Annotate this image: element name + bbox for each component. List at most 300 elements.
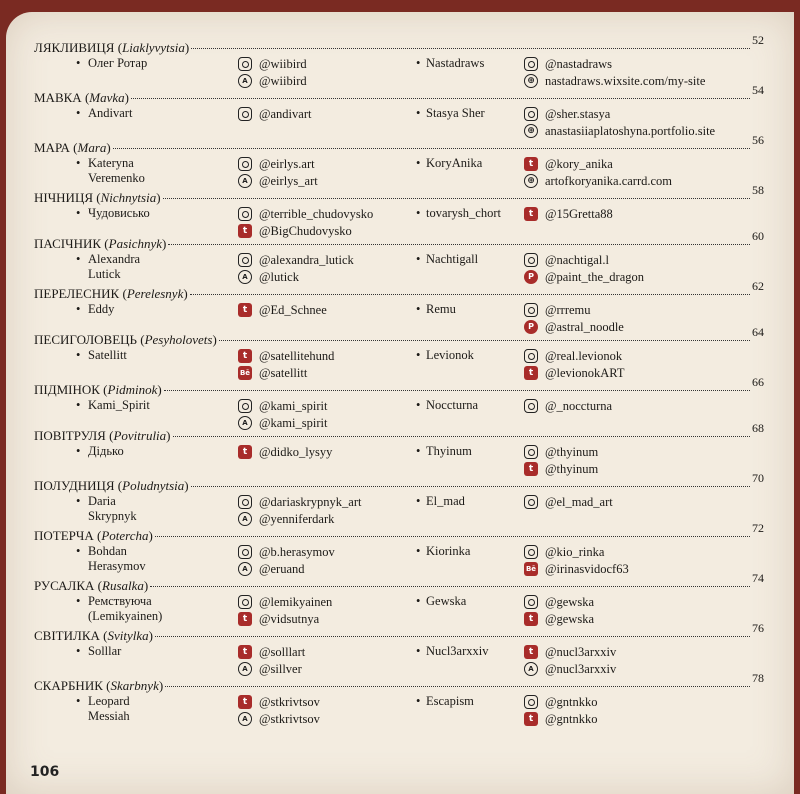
artist-name: Lutick [88, 267, 121, 281]
artist-name: • Remu [426, 302, 524, 317]
artist-name-column [414, 106, 524, 140]
social-handle[interactable]: @eirlys_art [259, 173, 318, 188]
artist-name: • Eddy [88, 302, 244, 317]
creature-latin: Potercha [101, 528, 149, 543]
twitter-icon: t [238, 695, 252, 709]
pinterest-icon: P [524, 270, 538, 284]
social-link[interactable] [238, 252, 414, 268]
social-handle[interactable]: @levionokART [545, 365, 625, 380]
entry-page: 54 [752, 83, 764, 97]
artist-name: Veremenko [88, 171, 145, 185]
creature-title: ПАСІЧНИК [34, 236, 102, 251]
social-link[interactable] [238, 644, 414, 660]
social-handle[interactable]: @paint_the_dragon [545, 269, 644, 284]
entry-page: 62 [752, 279, 764, 293]
social-handle[interactable]: @nucl3arxxiv [545, 661, 617, 676]
credit-entry [34, 375, 764, 430]
creature-title: ПОЛУДНИЦЯ [34, 478, 115, 493]
dot-leader [219, 340, 750, 341]
artist-links-column [524, 594, 764, 628]
artist-name-column [34, 594, 244, 628]
social-handle[interactable]: @kory_anika [545, 156, 613, 171]
social-handle[interactable]: @thyinum [545, 461, 599, 476]
creature-title: МАВКА [34, 90, 82, 105]
social-link[interactable] [524, 73, 764, 89]
artist-name-column [414, 644, 524, 678]
social-link[interactable] [524, 56, 764, 72]
creature-title: НІЧНИЦЯ [34, 190, 94, 205]
social-handle[interactable]: @_noccturna [545, 398, 613, 413]
entry-heading [34, 671, 764, 694]
artist-name: • Satellitt [88, 348, 244, 363]
credit-entry [34, 521, 764, 578]
creature-title: ЛЯКЛИВИЦЯ [34, 40, 115, 55]
artist-links-column [524, 644, 764, 678]
creature-latin: Svitylka [107, 628, 149, 643]
artist-links-column [238, 252, 414, 286]
artist-links-column [524, 56, 764, 90]
artist-name: (Lemikyainen) [88, 609, 163, 623]
instagram-icon [524, 445, 538, 459]
artstation-icon: A [238, 174, 252, 188]
artist-name: • Олег Ротар [88, 56, 244, 71]
instagram-icon [524, 695, 538, 709]
creature-title: ПІДМІНОК [34, 382, 100, 397]
artstation-icon: A [238, 662, 252, 676]
artist-name: • Nucl3arxxiv [426, 644, 524, 659]
entry-artists [34, 348, 764, 382]
social-link[interactable] [524, 444, 764, 460]
behance-icon: Bē [524, 562, 538, 576]
social-link[interactable] [524, 206, 764, 222]
artist-links-column [524, 444, 764, 478]
social-link[interactable] [524, 123, 764, 139]
social-handle[interactable]: @kio_rinka [545, 544, 605, 559]
social-link[interactable] [238, 206, 414, 222]
artist-name: • Gewska [426, 594, 524, 609]
creature-latin: Rusalka [102, 578, 144, 593]
paren-close: ) [158, 678, 164, 693]
creature-latin: Povitrulia [113, 428, 167, 443]
artist-name-column [414, 544, 524, 578]
entry-heading [34, 133, 764, 156]
paren-open: ( [93, 528, 102, 543]
social-handle[interactable]: @stkrivtsov [259, 711, 320, 726]
artist-links-column [524, 302, 764, 336]
social-handle[interactable]: @wiibird [259, 56, 307, 71]
social-link[interactable] [524, 106, 764, 122]
social-handle[interactable]: @kami_spirit [259, 415, 328, 430]
social-link[interactable] [524, 644, 764, 660]
artist-links-column [238, 444, 414, 478]
entry-page: 58 [752, 183, 764, 197]
artist-links-column [238, 206, 414, 240]
paren-close: ) [212, 332, 217, 347]
creature-latin: Skarbnyk [110, 678, 159, 693]
social-handle[interactable]: @dariaskrypnyk_art [259, 494, 362, 509]
entry-artists [34, 444, 764, 478]
paren-close: ) [183, 286, 188, 301]
artist-name-column [414, 444, 524, 478]
social-handle[interactable]: @lutick [259, 269, 299, 284]
creature-title: ПОВІТРУЛЯ [34, 428, 106, 443]
paren-open: ( [93, 190, 101, 205]
paren-close: ) [166, 428, 171, 443]
credit-entry [34, 471, 764, 528]
creature-title: СВІТИЛКА [34, 628, 100, 643]
instagram-icon [524, 303, 538, 317]
social-handle[interactable]: @el_mad_art [545, 494, 613, 509]
artist-name: • Solllar [88, 644, 244, 659]
social-link[interactable] [238, 694, 414, 710]
artstation-icon: A [238, 712, 252, 726]
creature-title: РУСАЛКА [34, 578, 95, 593]
credit-entry [34, 671, 764, 728]
social-link[interactable] [524, 611, 764, 627]
twitter-icon: t [524, 157, 538, 171]
social-link[interactable] [524, 252, 764, 268]
social-handle[interactable]: @eruand [259, 561, 305, 576]
twitter-icon: t [238, 224, 252, 238]
social-link[interactable] [524, 711, 764, 727]
artist-name-column [414, 398, 524, 432]
social-handle[interactable]: @nachtigal.l [545, 252, 609, 267]
credit-entry [34, 183, 764, 238]
creature-title: ПОТЕРЧА [34, 528, 94, 543]
social-link[interactable] [238, 544, 414, 560]
artist-name-column [34, 398, 244, 432]
artist-name: • Escapism [426, 694, 524, 709]
artist-name-column [34, 106, 244, 140]
social-link[interactable] [524, 561, 764, 577]
entry-heading [34, 83, 764, 106]
dot-leader [191, 486, 750, 487]
social-link[interactable] [238, 106, 414, 122]
paren-open: ( [99, 628, 108, 643]
artstation-icon: A [238, 562, 252, 576]
dot-leader [113, 148, 750, 149]
paren-close: ) [156, 190, 161, 205]
social-handle[interactable]: @sher.stasya [545, 106, 611, 121]
instagram-icon [524, 399, 538, 413]
behance-icon: Bē [238, 366, 252, 380]
social-handle[interactable]: @kami_spirit [259, 398, 328, 413]
paren-open: ( [114, 478, 123, 493]
social-link[interactable] [238, 511, 414, 527]
social-handle[interactable]: @nastadraws [545, 56, 613, 71]
paren-open: ( [94, 578, 102, 593]
paren-close: ) [162, 236, 167, 251]
entry-heading [34, 571, 764, 594]
artist-links-column [524, 494, 764, 528]
dot-leader [190, 294, 750, 295]
social-handle[interactable]: @satellitt [259, 365, 308, 380]
entry-artists [34, 106, 764, 140]
entry-artists [34, 252, 764, 286]
social-handle[interactable]: artofkoryanika.carrd.com [545, 173, 673, 188]
twitter-icon: t [238, 612, 252, 626]
entry-heading [34, 621, 764, 644]
dot-leader [150, 586, 750, 587]
twitter-icon: t [524, 712, 538, 726]
creature-title: СКАРБНИК [34, 678, 103, 693]
artist-name-column [34, 544, 244, 578]
artist-links-column [524, 156, 764, 190]
creature-latin: Perelesnyk [126, 286, 184, 301]
social-handle[interactable]: @astral_noodle [545, 319, 624, 334]
social-handle[interactable]: @thyinum [545, 444, 599, 459]
artist-name: • Levionok [426, 348, 524, 363]
paren-open: ( [137, 332, 145, 347]
paren-close: ) [184, 478, 189, 493]
social-handle[interactable]: @alexandra_lutick [259, 252, 354, 267]
social-link[interactable] [238, 269, 414, 285]
entry-heading [34, 375, 764, 398]
social-link[interactable] [238, 561, 414, 577]
creature-latin: Pidminok [107, 382, 158, 397]
entry-heading [34, 183, 764, 206]
social-link[interactable] [238, 594, 414, 610]
entry-page: 64 [752, 325, 764, 339]
instagram-icon [524, 545, 538, 559]
social-link[interactable] [238, 156, 414, 172]
artist-name-column [414, 56, 524, 90]
social-handle[interactable]: @irinasvidocf63 [545, 561, 629, 576]
paren-close: ) [184, 40, 190, 55]
artist-name: Messiah [88, 709, 130, 723]
social-handle[interactable]: @lemikyainen [259, 594, 333, 609]
artist-links-column [524, 398, 764, 432]
paren-close: ) [143, 578, 149, 593]
social-link[interactable] [524, 365, 764, 381]
social-handle[interactable]: nastadraws.wixsite.com/my-site [545, 73, 706, 88]
social-link[interactable] [238, 302, 414, 318]
paren-open: ( [81, 90, 90, 105]
artist-links-column [238, 156, 414, 190]
credit-entry [34, 621, 764, 678]
entry-page: 60 [752, 229, 764, 243]
entry-artists [34, 156, 764, 190]
artist-name: • Leopard [88, 694, 244, 709]
artist-name-column [34, 56, 244, 90]
pinterest-icon: P [524, 320, 538, 334]
social-handle[interactable]: @nucl3arxxiv [545, 644, 617, 659]
artist-name: • Nachtigall [426, 252, 524, 267]
social-handle[interactable]: @eirlys.art [259, 156, 315, 171]
social-handle[interactable]: @b.herasymov [259, 544, 335, 559]
instagram-icon [524, 349, 538, 363]
artist-name-column [414, 302, 524, 336]
artist-name: • Stasya Sher [426, 106, 524, 121]
artist-name-column [34, 302, 244, 336]
entry-page: 78 [752, 671, 764, 685]
social-handle[interactable]: @didko_lysyy [259, 444, 333, 459]
social-link[interactable] [524, 461, 764, 477]
social-link[interactable] [524, 544, 764, 560]
creature-title: ПЕРЕЛЕСНИК [34, 286, 120, 301]
social-handle[interactable]: @real.levionok [545, 348, 623, 363]
paren-close: ) [106, 140, 111, 155]
artist-links-column [524, 206, 764, 240]
social-handle[interactable]: @Ed_Schnee [259, 302, 327, 317]
entry-page: 66 [752, 375, 764, 389]
artist-links-column [238, 544, 414, 578]
credit-entry [34, 279, 764, 334]
social-handle[interactable]: @gewska [545, 611, 594, 626]
social-handle[interactable]: @gewska [545, 594, 594, 609]
instagram-icon [524, 253, 538, 267]
artist-links-column [238, 594, 414, 628]
credit-entry [34, 571, 764, 628]
artist-name-column [34, 252, 244, 286]
social-link[interactable] [524, 494, 764, 510]
artist-links-column [524, 694, 764, 728]
artist-links-column [238, 348, 414, 382]
social-handle[interactable]: @satellitehund [259, 348, 335, 363]
social-handle[interactable]: @BigChudovysko [259, 223, 352, 238]
social-link[interactable] [238, 711, 414, 727]
social-link[interactable] [524, 302, 764, 318]
artist-name: Skrypnyk [88, 509, 137, 523]
artist-name: • Alexandra [88, 252, 244, 267]
creature-latin: Mavka [89, 90, 125, 105]
entry-heading [34, 471, 764, 494]
credit-entry [34, 133, 764, 190]
entry-page: 52 [752, 33, 764, 47]
artist-name-column [414, 694, 524, 728]
paren-open: ( [114, 40, 123, 55]
twitter-icon: t [238, 303, 252, 317]
page-number: 106 [30, 764, 60, 780]
social-handle[interactable]: @rrremu [545, 302, 591, 317]
social-link[interactable] [238, 365, 414, 381]
social-link[interactable] [238, 494, 414, 510]
artist-links-column [238, 494, 414, 528]
social-link[interactable] [524, 661, 764, 677]
artstation-icon: A [524, 662, 538, 676]
creature-latin: Poludnytsia [122, 478, 185, 493]
artist-links-column [238, 302, 414, 336]
social-link[interactable] [238, 348, 414, 364]
twitter-icon: t [238, 349, 252, 363]
dot-leader [155, 636, 750, 637]
social-link[interactable] [238, 444, 414, 460]
twitter-icon: t [238, 645, 252, 659]
social-handle[interactable]: @gntnkko [545, 694, 598, 709]
social-handle[interactable]: @vidsutnya [259, 611, 320, 626]
artist-links-column [524, 348, 764, 382]
artist-name: • Ремствуюча [88, 594, 244, 609]
instagram-icon [524, 107, 538, 121]
entry-artists [34, 694, 764, 728]
social-handle[interactable]: @andivart [259, 106, 312, 121]
creature-latin: Pasichnyk [108, 236, 163, 251]
entry-artists [34, 494, 764, 528]
social-handle[interactable]: @stkrivtsov [259, 694, 320, 709]
artist-name: • Nastadraws [426, 56, 524, 71]
paren-close: ) [157, 382, 162, 397]
artist-name-column [34, 156, 244, 190]
entry-heading [34, 33, 764, 56]
entry-artists [34, 302, 764, 336]
social-link[interactable] [524, 173, 764, 189]
artist-links-column [524, 544, 764, 578]
social-link[interactable] [524, 594, 764, 610]
creature-latin: Mara [77, 140, 107, 155]
artist-name-column [34, 348, 244, 382]
social-link[interactable] [238, 73, 414, 89]
entry-page: 70 [752, 471, 764, 485]
dot-leader [163, 198, 750, 199]
dot-leader [164, 390, 750, 391]
social-handle[interactable]: @solllart [259, 644, 306, 659]
web-icon: ⊕ [524, 174, 538, 188]
artstation-icon: A [238, 416, 252, 430]
creature-title: МАРА [34, 140, 70, 155]
artist-name-column [34, 206, 244, 240]
artist-name: • Daria [88, 494, 244, 509]
entry-page: 56 [752, 133, 764, 147]
artist-name-column [34, 644, 244, 678]
artist-name: Herasymov [88, 559, 146, 573]
entry-page: 74 [752, 571, 764, 585]
social-handle[interactable]: @wiibird [259, 73, 307, 88]
artstation-icon: A [238, 512, 252, 526]
paren-open: ( [119, 286, 127, 301]
social-handle[interactable]: @terrible_chudovysko [259, 206, 374, 221]
social-link[interactable] [524, 156, 764, 172]
social-link[interactable] [238, 661, 414, 677]
twitter-icon: t [524, 207, 538, 221]
credits-list [34, 33, 764, 728]
social-handle[interactable]: @yenniferdark [259, 511, 335, 526]
artist-name-column [414, 156, 524, 190]
dot-leader [168, 244, 750, 245]
social-handle[interactable]: anastasiiaplatoshyna.portfolio.site [545, 123, 716, 138]
entry-artists [34, 56, 764, 90]
social-link[interactable] [524, 348, 764, 364]
dot-leader [173, 436, 750, 437]
twitter-icon: t [524, 366, 538, 380]
social-handle[interactable]: @sillver [259, 661, 302, 676]
artstation-icon: A [238, 74, 252, 88]
artist-name: • Andivart [88, 106, 244, 121]
dot-leader [165, 686, 750, 687]
social-link[interactable] [238, 173, 414, 189]
artist-name-column [414, 252, 524, 286]
artist-links-column [238, 644, 414, 678]
artist-name: • Чудовисько [88, 206, 244, 221]
entry-heading [34, 279, 764, 302]
social-link[interactable] [238, 56, 414, 72]
social-link[interactable] [524, 269, 764, 285]
social-link[interactable] [238, 398, 414, 414]
artist-name: • Thyinum [426, 444, 524, 459]
paren-close: ) [148, 628, 153, 643]
entry-page: 76 [752, 621, 764, 635]
artist-name: • Дідько [88, 444, 244, 459]
social-link[interactable] [524, 694, 764, 710]
social-link[interactable] [524, 398, 764, 414]
social-link[interactable] [238, 611, 414, 627]
social-handle[interactable]: @15Gretta88 [545, 206, 613, 221]
social-handle[interactable]: @gntnkko [545, 711, 598, 726]
artist-name-column [414, 594, 524, 628]
twitter-icon: t [524, 612, 538, 626]
entry-artists [34, 398, 764, 432]
artist-links-column [524, 106, 764, 140]
dot-leader [131, 98, 750, 99]
